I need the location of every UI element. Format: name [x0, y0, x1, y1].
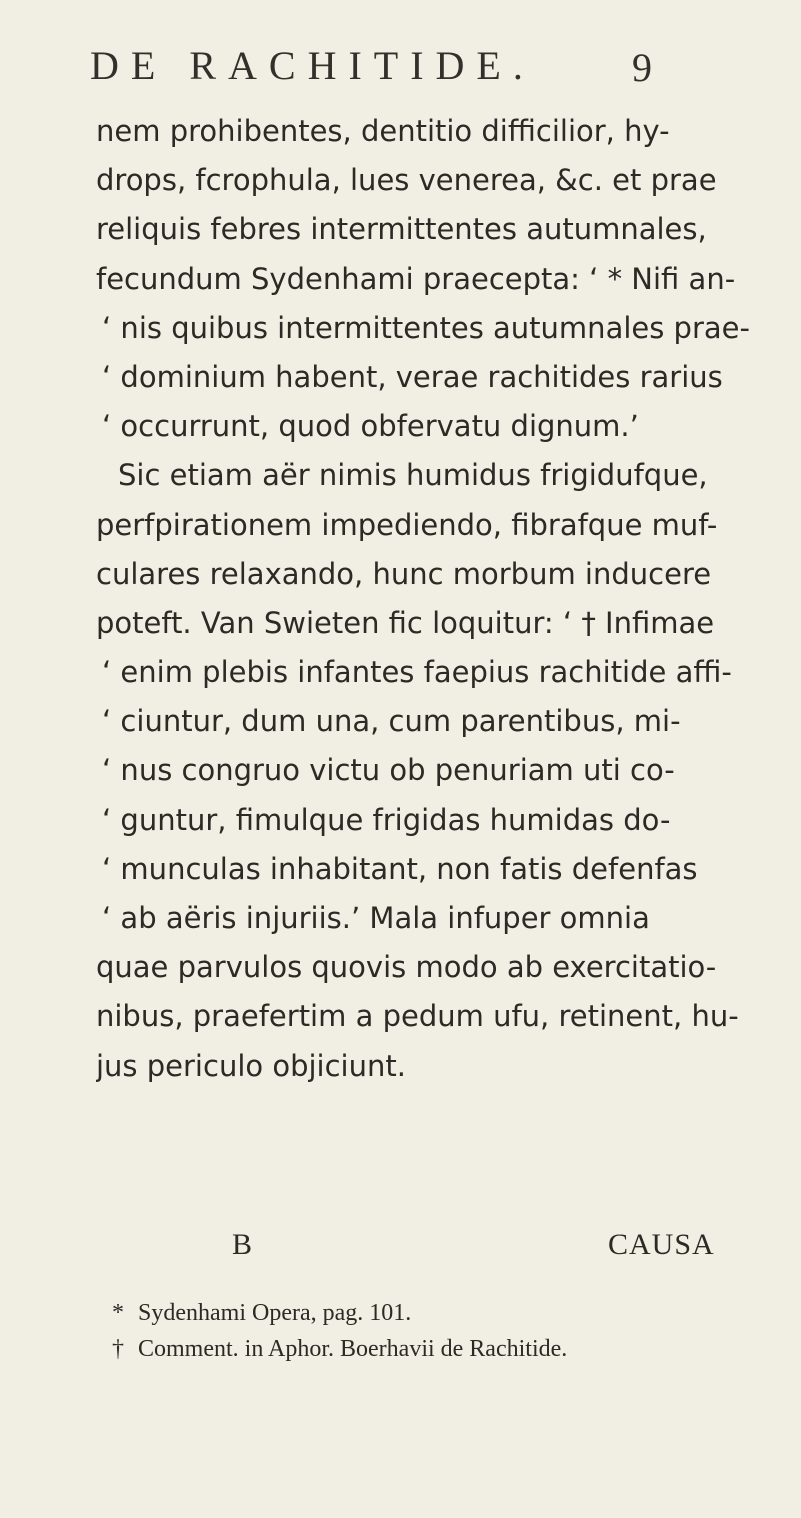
- text-line: ‘ nus congruo victu ob penuriam uti co-: [102, 753, 675, 788]
- footnote: [112, 1331, 792, 1367]
- text-line: ‘ occurrunt, quod obfervatu dignum.’: [102, 409, 639, 444]
- text-line: ‘ ciuntur, dum una, cum parentibus, mi-: [102, 704, 681, 739]
- text-line: nibus, praefertim a pedum ufu, retinent, hu-: [96, 999, 739, 1034]
- text-line: drops, fcrophula, lues venerea, &c. et prae: [96, 163, 717, 198]
- text-line: fecundum Sydenhami praecepta: ‘ * Nifi an-: [96, 261, 736, 296]
- text-line: reliquis febres intermittentes autumnales,: [96, 212, 707, 247]
- text-line: perfpirationem impediendo, fibrafque muf-: [96, 507, 718, 542]
- text-line: jus periculo objiciunt.: [96, 1048, 406, 1083]
- body-text: [96, 107, 776, 1091]
- catchword: CAUSA: [608, 1228, 715, 1261]
- text-line: Sic etiam aër nimis humidus frigidufque,: [118, 458, 708, 493]
- text-line: quae parvulos quovis modo ab exercitatio-: [96, 950, 717, 985]
- footnote-mark: †: [112, 1336, 124, 1362]
- text-line: ‘ munculas inhabitant, non fatis defenfas: [102, 851, 698, 886]
- running-head: DE RACHITIDE.: [90, 43, 535, 88]
- text-line: poteft. Van Swieten fic loquitur: ‘ † Infimae: [96, 605, 715, 640]
- footnote-mark: *: [112, 1300, 124, 1326]
- footnotes: [112, 1295, 792, 1367]
- footnote-text: Comment. in Aphor. Boerhavii de Rachitide.: [138, 1336, 568, 1362]
- text-line: nem prohibentes, dentitio difficilior, hy-: [96, 114, 670, 148]
- page-foot-marks: [96, 1228, 776, 1278]
- text-line: ‘ ab aëris injuriis.’ Mala infuper omnia: [102, 901, 650, 935]
- page-number: 9: [632, 45, 652, 90]
- footnote: [112, 1295, 792, 1331]
- text-line: ‘ guntur, fimulque frigidas humidas do-: [102, 802, 671, 837]
- text-line: ‘ enim plebis infantes faepius rachitide affi-: [102, 655, 732, 690]
- text-line: culares relaxando, hunc morbum inducere: [96, 556, 712, 591]
- signature-mark: B: [232, 1228, 253, 1261]
- text-line: ‘ nis quibus intermittentes autumnales prae-: [102, 310, 750, 345]
- footnote-text: Sydenhami Opera, pag. 101.: [138, 1300, 412, 1326]
- text-line: ‘ dominium habent, verae rachitides rarius: [102, 359, 723, 394]
